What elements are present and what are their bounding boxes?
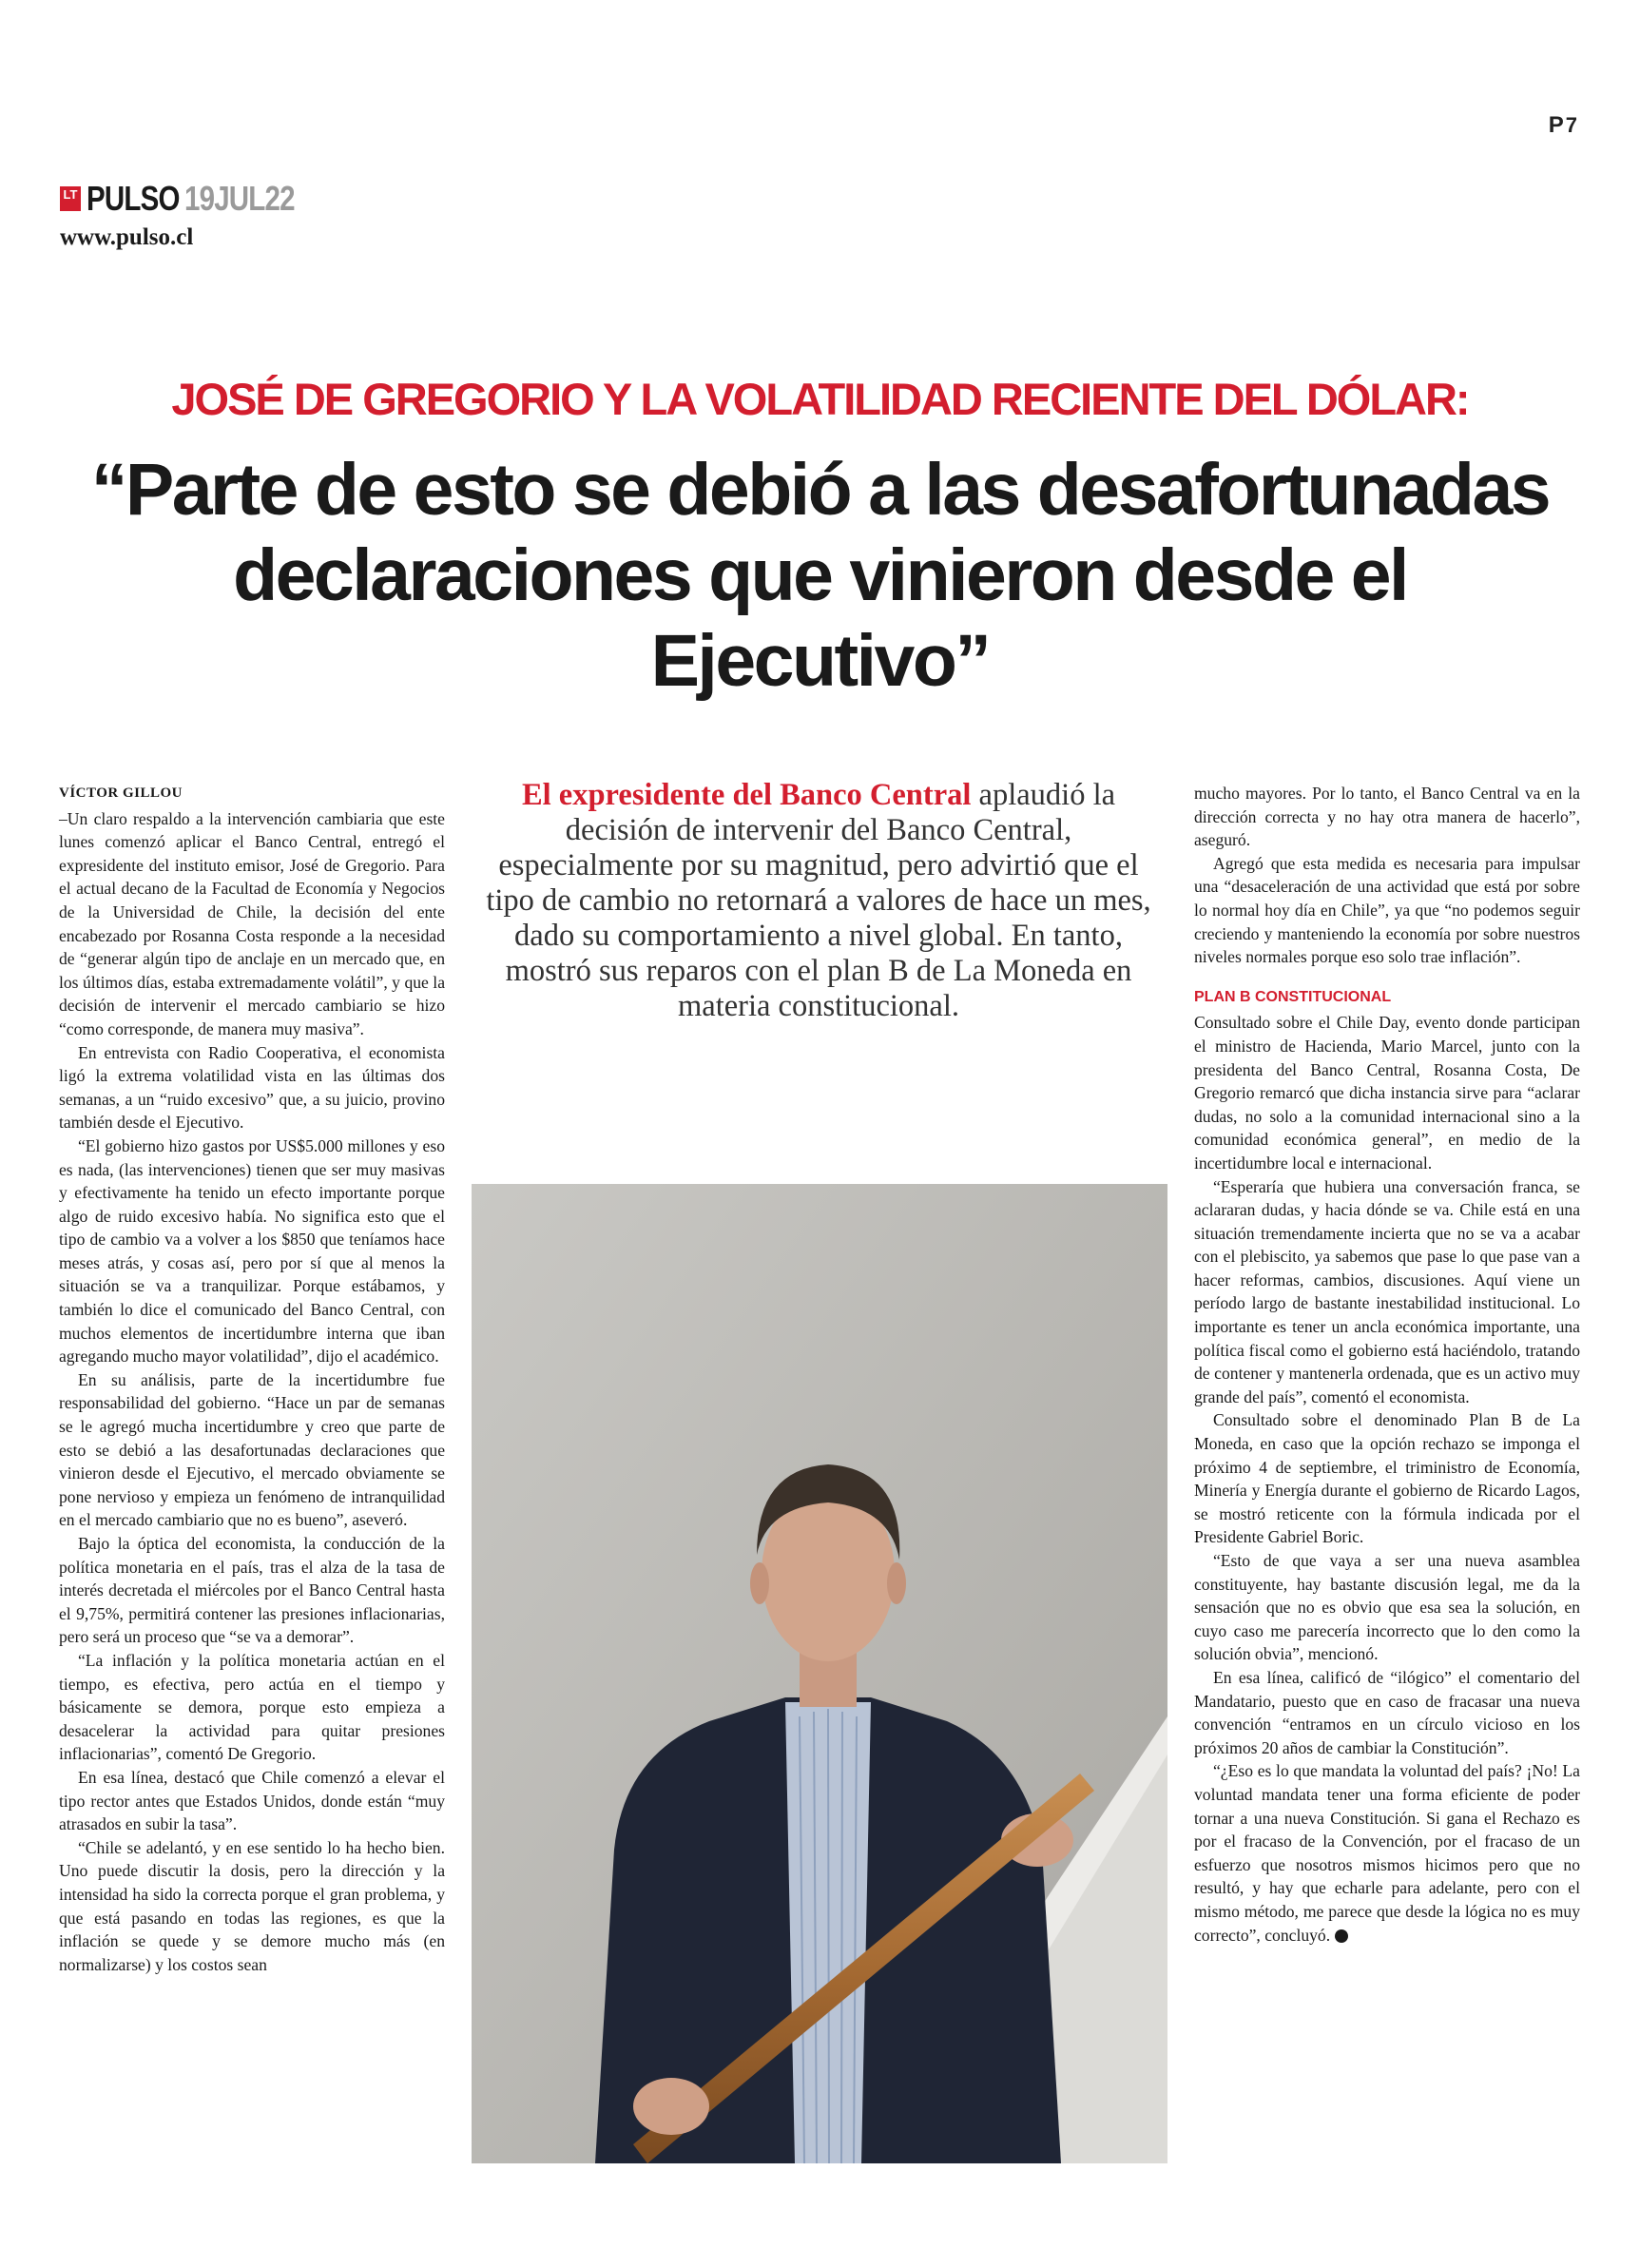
paragraph-text: “¿Eso es lo que mandata la voluntad del país? ¡No! La voluntad mandata tener una forma eficiente de poder tornar a una nueva Constitución. Si gana el Rechazo es por el fracaso de la Convención, por el fracaso de un esfuerzo que nosotros mismos hicimos pero que no resultó, y hay que echarle para adelante, pero con el mismo método, me parece que desde la lógica no es muy correcto”, concluyó. xyxy=(1194,1761,1580,1945)
paragraph xyxy=(59,1766,445,1836)
deck xyxy=(480,778,1157,1024)
deck-text: aplaudió la decisión de intervenir del Banco Central, especialmente por su magnitud, pero advirtió que el tipo de cambio no retornará a valores de hace un mes, dado su comportamiento a nivel global. En tanto, mostró sus reparos con el plan B de La Moneda en materia constitucional. xyxy=(486,778,1151,1023)
website-link[interactable]: www.pulso.cl xyxy=(60,224,194,250)
deck-lead: El expresidente del Banco Central xyxy=(521,778,972,812)
paragraph xyxy=(1194,1011,1580,1174)
masthead xyxy=(60,179,318,219)
paragraph-text: En esa línea, destacó que Chile comenzó a elevar el tipo rector antes que Estados Unidos, donde están “muy atrasados en subir la tasa”. xyxy=(59,1767,445,1834)
paragraph xyxy=(1194,852,1580,969)
paragraph-text: Consultado sobre el denominado Plan B de La Moneda, en caso que la opción rechazo se imponga el próximo 4 de septiembre, el triministro de Economía, Minería y Energía durante el gobierno de Ricardo Lagos, se mostró reticente con la fórmula indicada por el Presidente Gabriel Boric. xyxy=(1194,1410,1580,1547)
paragraph xyxy=(59,1836,445,1977)
column-right xyxy=(1194,782,1580,1947)
paragraph-text: “Esperaría que hubiera una conversación franca, se aclararan dudas, y hacia dónde se va. Chile está en una situación tremendamente incierta que no se va a acabar con el plebiscito, ya sabemos que pase lo que pase van a hacer reformas, cambios, discusiones. Aquí viene un período largo de bastante inestabilidad institucional. Lo importante es tener un ancla económica importante, una política fiscal como el gobierno está haciéndolo, tratando de contener y mantenerla ordenada, que es un activo muy grande del país”, comentó el economista. xyxy=(1194,1176,1580,1406)
end-mark-icon: P xyxy=(1335,1929,1348,1943)
paragraph xyxy=(1194,1175,1580,1409)
paragraph-text: En su análisis, parte de la incertidumbre fue responsabilidad del gobierno. “Hace un par de semanas se le agregó mucha incertidumbre y creo que parte de esto se debió a las desafortunadas declaraciones que vinieron desde el Ejecutivo, el mercado obviamente se pone nervioso y empieza un fenómeno de intranquilidad en el mercado cambiario que no es bueno”, aseveró. xyxy=(59,1369,445,1530)
paragraph xyxy=(1194,782,1580,852)
paragraph-text: “La inflación y la política monetaria actúan en el tiempo, es efectiva, pero actúa en el tiempo y básicamente se demora, porque esto empieza a desacelerar la actividad para quitar presiones inflacionarias”, comentó De Gregorio. xyxy=(59,1650,445,1764)
headline: “Parte de esto se debió a las desafortunadas declaraciones que vinieron desde el Ejecutivo” xyxy=(90,449,1550,702)
paragraph-text: “El gobierno hizo gastos por US$5.000 millones y eso es nada, (las intervenciones) tienen que ser muy masivas y efectivamente ha tenido un efecto importante porque algo de ruido excesivo había. No significa esto que el tipo de cambio va a volver a los $850 que teníamos hace meses atrás, y cosas así, pero por sí que al menos la situación se va a tranquilizar. Porque estábamos, y también lo dice el comunicado del Banco Central, con muchos elementos de incertidumbre interna que iban agregando mucho mayor volatilidad”, dijo el académico. xyxy=(59,1135,445,1367)
kicker: JOSÉ DE GREGORIO Y LA VOLATILIDAD RECIENTE DEL DÓLAR: xyxy=(171,374,1469,424)
page-marker: P xyxy=(1548,112,1564,138)
lt-logo-icon: LT xyxy=(60,186,81,211)
column-right-body-b xyxy=(1194,1011,1580,1947)
column-left-body xyxy=(59,807,445,1977)
paragraph xyxy=(59,807,445,1041)
paragraph-text: En esa línea, calificó de “ilógico” el comentario del Mandatario, puesto que en caso de fracasar una nueva convención “entramos en un círculo vicioso en los próximos 20 años de cambiar la Constitución”. xyxy=(1194,1667,1580,1757)
paragraph xyxy=(1194,1549,1580,1666)
paragraph-text: “Esto de que vaya a ser una nueva asamblea constituyente, hay bastante discusión legal, me da la sensación que no es obvio que esa sea la solución, en cuyo caso me parecería incorrecto que lo den como la solución obvia”, mencionó. xyxy=(1194,1551,1580,1664)
issue-date: 19JUL22 xyxy=(184,179,295,218)
paragraph-text: mucho mayores. Por lo tanto, el Banco Central va en la dirección correcta y no hay otra manera de hacerlo”, aseguró. xyxy=(1194,784,1580,850)
paragraph xyxy=(1194,1759,1580,1947)
section-subhead: PLAN B CONSTITUCIONAL xyxy=(1194,988,1392,1005)
page-number-value: 7 xyxy=(1565,113,1577,137)
paragraph-text: “Chile se adelantó, y en ese sentido lo ha hecho bien. Uno puede discutir la dosis, pero la dirección y la intensidad ha sido la correcta porque el gran problema, y que está pasando en todas las regiones, es que la inflación se quede y se demore mucho más (en normalizarse) y los costos sean xyxy=(59,1837,445,1974)
column-right-body-a xyxy=(1194,782,1580,969)
portrait-photo xyxy=(472,1184,1167,2163)
paragraph xyxy=(59,1532,445,1649)
column-left xyxy=(59,782,445,1976)
paragraph xyxy=(59,1368,445,1532)
paragraph xyxy=(1194,1408,1580,1549)
byline: VÍCTOR GILLOU xyxy=(59,785,183,801)
paragraph-text: Agregó que esta medida es necesaria para impulsar una “desaceleración de una actividad que está por sobre lo normal hoy día en Chile”, ya que “no podemos seguir creciendo y manteniendo la economía por sobre nuestros niveles normales porque eso solo trae inflación”. xyxy=(1194,853,1580,967)
brand-name: PULSO xyxy=(87,179,180,218)
paragraph xyxy=(59,1134,445,1368)
page-number xyxy=(1549,112,1577,139)
paragraph-text: En entrevista con Radio Cooperativa, el economista ligó la extrema volatilidad vista en las últimas dos semanas, a un “ruido excesivo” que, a su juicio, provino también desde el Ejecutivo. xyxy=(59,1042,445,1133)
paragraph-text: –Un claro respaldo a la intervención cambiaria que este lunes comenzó aplicar el Banco Central, entregó el expresidente del instituto emisor, José de Gregorio. Para el actual decano de la Facultad de Economía y Negocios de la Universidad de Chile, la decisión del ente encabezado por Rosanna Costa responde a la necesidad de “generar algún tipo de anclaje en un mercado que, en los últimos días, estaba extremadamente volátil”, y que la decisión de intervenir el mercado cambiario se hizo “como corresponde, de manera muy masiva”. xyxy=(59,808,445,1038)
paragraph-text: Bajo la óptica del economista, la conducción de la política monetaria en el país, tras el alza de la tasa de interés decretada el miércoles por el Banco Central hasta el 9,75%, permitirá contener las presiones inflacionarias, pero será un proceso que “se va a demorar”. xyxy=(59,1534,445,1647)
paragraph xyxy=(1194,1666,1580,1759)
paragraph-text: Consultado sobre el Chile Day, evento donde participan el ministro de Hacienda, Mario Marcel, junto con la presidenta del Banco Central, Rosanna Costa, De Gregorio remarcó que dicha instancia sirve para “aclarar dudas, no solo a la comunidad internacional sino a la comunidad económica general”, en medio de la incertidumbre local e internacional. xyxy=(1194,1013,1580,1173)
paragraph xyxy=(59,1041,445,1134)
paragraph xyxy=(59,1649,445,1766)
